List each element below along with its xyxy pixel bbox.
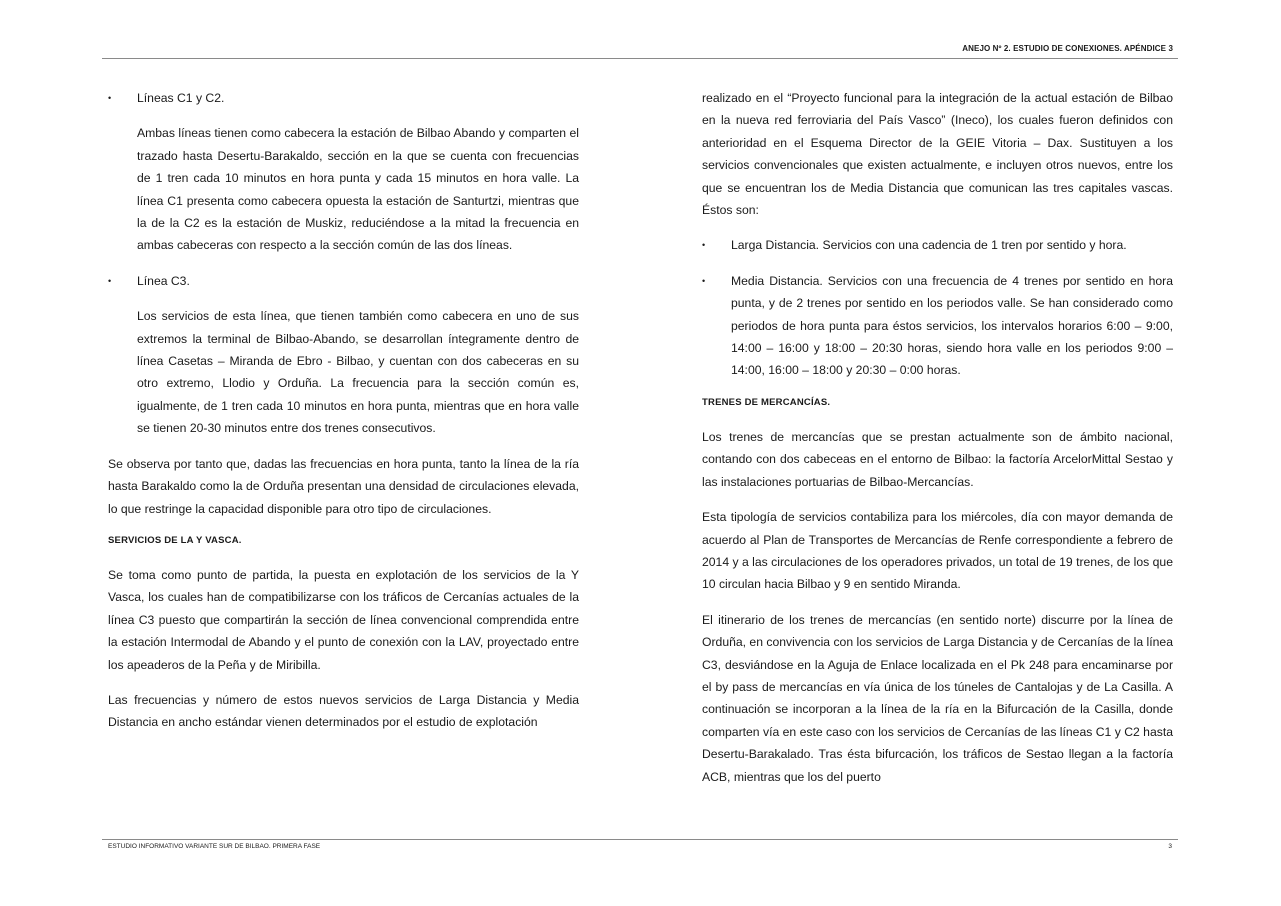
bullet-dot: • xyxy=(702,275,706,286)
paragraph: realizado en el “Proyecto funcional para la integración de la actual estación de Bilbao en la nueva red ferroviaria del País Vasco” (Ineco), los cuales fueron definidos con anterioridad en el Esquema Director de la GEIE Vitoria – Dax. Sustituyen a los servicios convencionales que existen actualmente, e incluyen otros nuevos, entre los que se encuentran los de Media Distancia que comunican las tres capitales vascas. Éstos son: xyxy=(702,91,1173,218)
paragraph: Las frecuencias y número de estos nuevos servicios de Larga Distancia y Media Distancia en ancho estándar vienen determinados por el estudio de explotación xyxy=(108,692,579,730)
page-number: 3 xyxy=(1168,843,1172,850)
section-heading: SERVICIOS DE LA Y VASCA. xyxy=(108,534,242,546)
bullet-item xyxy=(702,234,1173,256)
right-column xyxy=(702,87,1173,801)
bullet-item xyxy=(702,270,1173,382)
indented-paragraph: Ambas líneas tienen como cabecera la estación de Bilbao Abando y comparten el trazado hasta Desertu-Barakaldo, sección en la que se cuenta con frecuencias de 1 tren cada 10 minutos en hora punta y cada 15 minutos en hora valle. La línea C1 presenta como cabecera opuesta la estación de Santurtzi, mientras que la de la C2 es la estación de Muskiz, reduciéndose a la mitad la frecuencia en ambas cabeceras con respecto a la sección común de las dos líneas. xyxy=(137,126,579,253)
header-rule xyxy=(102,58,1178,59)
paragraph: Se toma como punto de partida, la puesta en explotación de los servicios de la Y Vasca, los cuales han de compatibilizarse con los tráficos de Cercanías actuales de la línea C3 puesto que compartirán la sección de línea convencional comprendida entre la estación Intermodal de Abando y el punto de conexión con la LAV, proyectado entre los apeaderos de la Peña y de Miribilla. xyxy=(108,567,579,672)
footer-document-title: ESTUDIO INFORMATIVO VARIANTE SUR DE BILBAO. PRIMERA FASE xyxy=(108,843,321,850)
section-heading: TRENES DE MERCANCÍAS. xyxy=(702,396,831,408)
bullet-dot: • xyxy=(108,275,112,286)
indented-paragraph: Los servicios de esta línea, que tienen también como cabecera en uno de sus extremos la terminal de Bilbao-Abando, se desarrollan íntegramente dentro de línea Casetas – Miranda de Ebro - Bilbao, y cuentan con dos cabeceras en su otro extremo, Llodio y Orduña. La frecuencia para la sección común es, igualmente, de 1 tren cada 10 minutos en hora punta, mientras que en hora valle se tienen 20-30 minutos entre dos trenes consecutivos. xyxy=(137,309,579,436)
bullet-label: Líneas C1 y C2. xyxy=(137,91,225,105)
bullet-dot: • xyxy=(702,240,706,251)
paragraph: Esta tipología de servicios contabiliza para los miércoles, día con mayor demanda de acuerdo al Plan de Transportes de Mercancías de Renfe correspondiente a febrero de 2014 y a las circulaciones de los operadores privados, un total de 19 trenes, de los que 10 circulan hacia Bilbao y 9 en sentido Miranda. xyxy=(702,510,1173,592)
page-header-title: ANEJO Nº 2. ESTUDIO DE CONEXIONES. APÉNDICE 3 xyxy=(962,44,1173,53)
paragraph: Se observa por tanto que, dadas las frecuencias en hora punta, tanto la línea de la ría hasta Barakaldo como la de Orduña presentan una densidad de circulaciones elevada, lo que restringe la capacidad disponible para otro tipo de circulaciones. xyxy=(108,456,579,516)
paragraph: Los trenes de mercancías que se prestan actualmente son de ámbito nacional, contando con dos cabeceas en el entorno de Bilbao: la factoría ArcelorMittal Sestao y las instalaciones portuarias de Bilbao-Mercancías. xyxy=(702,429,1173,489)
paragraph: El itinerario de los trenes de mercancías (en sentido norte) discurre por la línea de Orduña, en convivencia con los servicios de Larga Distancia y de Cercanías de la línea C3, desviándose en la Aguja de Enlace localizada en el Pk 248 para encaminarse por el by pass de mercancías en vía única de los túneles de Cantalojas y de La Casilla. A continuación se incorporan a la línea de la ría en la Bifurcación de la Casilla, donde comparten vía en este caso con los servicios de Cercanías de las líneas C1 y C2 hasta Desertu-Barakalado. Tras ésta bifurcación, los tráficos de Sestao llegan a la factoría ACB, mientras que los del puerto xyxy=(702,612,1173,784)
bullet-text: Larga Distancia. Servicios con una cadencia de 1 tren por sentido y hora. xyxy=(731,238,1127,253)
bullet-item xyxy=(108,270,579,292)
left-column xyxy=(108,87,579,747)
bullet-dot: • xyxy=(108,93,112,103)
bullet-label: Línea C3. xyxy=(137,273,190,288)
bullet-text: Media Distancia. Servicios con una frecuencia de 4 trenes por sentido en hora punta, y de 2 trenes por sentido en los periodos valle. Se han considerado como periodos de hora punta para éstos servicios, los intervalos horarios 6:00 – 9:00, 14:00 – 16:00 y 18:00 – 20:30 horas, siendo hora valle en los periodos 9:00 – 14:00, 16:00 – 18:00 y 20:30 – 0:00 horas. xyxy=(731,273,1173,378)
footer-rule xyxy=(102,839,1178,840)
bullet-item xyxy=(108,87,579,109)
